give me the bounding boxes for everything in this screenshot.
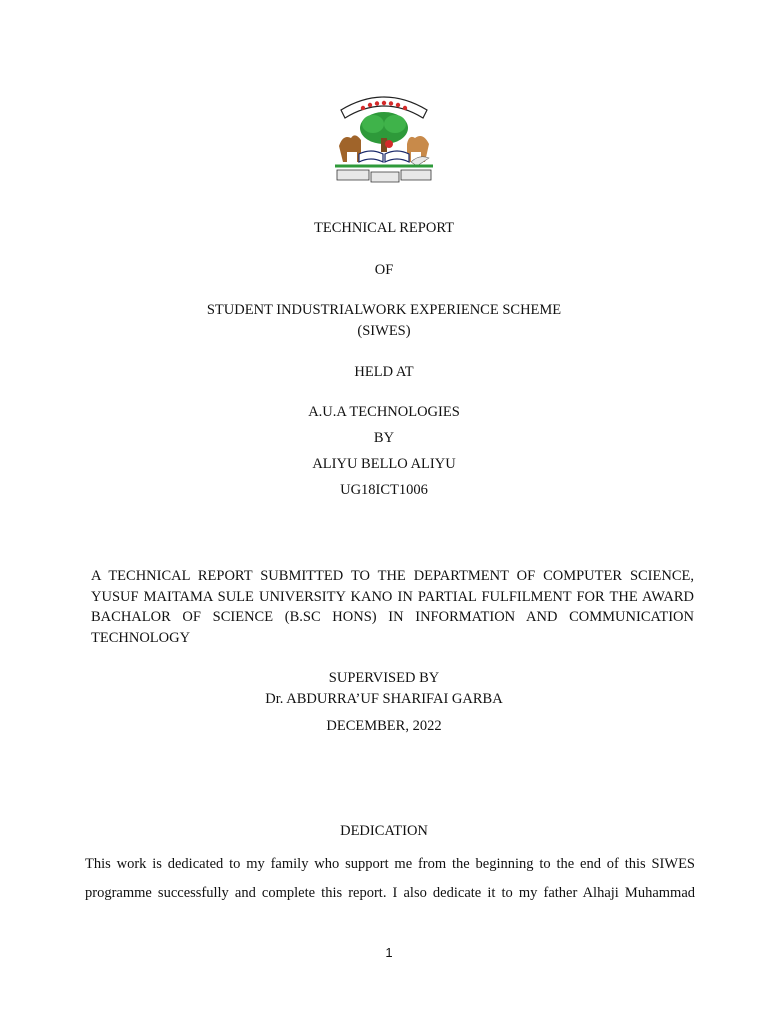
submission-statement: A TECHNICAL REPORT SUBMITTED TO THE DEPARTMENT OF COMPUTER SCIENCE, YUSUF MAITAMA SULE UNIVERSITY KANO IN PARTIAL FULFILMENT FOR THE AWARD BACHALOR OF SCIENCE (B.SC HONS) IN INFORMATION AND COMMUNICATION TECHNOLOGY [91, 568, 694, 646]
company-name: A.U.A TECHNOLOGIES [308, 404, 460, 420]
held-at-label: HELD AT [354, 364, 414, 380]
supervised-by-label: SUPERVISED BY [328, 670, 440, 686]
scheme-acronym: (SIWES) [357, 323, 411, 339]
report-title: TECHNICAL REPORT [314, 220, 454, 236]
title-of: OF [374, 262, 394, 278]
author-name: ALIYU BELLO ALIYU [312, 456, 456, 472]
dedication-body: This work is dedicated to my family who support me from the beginning to the end of this SIWES programme successfully and complete this report. I also dedicate it to my father Alhaji Muhammad [85, 856, 695, 901]
registration-number: UG18ICT1006 [340, 482, 428, 498]
scheme-name: STUDENT INDUSTRIALWORK EXPERIENCE SCHEME [206, 302, 562, 318]
university-crest-icon [333, 88, 435, 186]
submission-date: DECEMBER, 2022 [326, 718, 442, 734]
dedication-heading: DEDICATION [340, 823, 428, 839]
supervisor-name: Dr. ABDURRA’UF SHARIFAI GARBA [265, 691, 503, 707]
page-number: 1 [385, 945, 393, 960]
by-label: BY [373, 430, 395, 446]
